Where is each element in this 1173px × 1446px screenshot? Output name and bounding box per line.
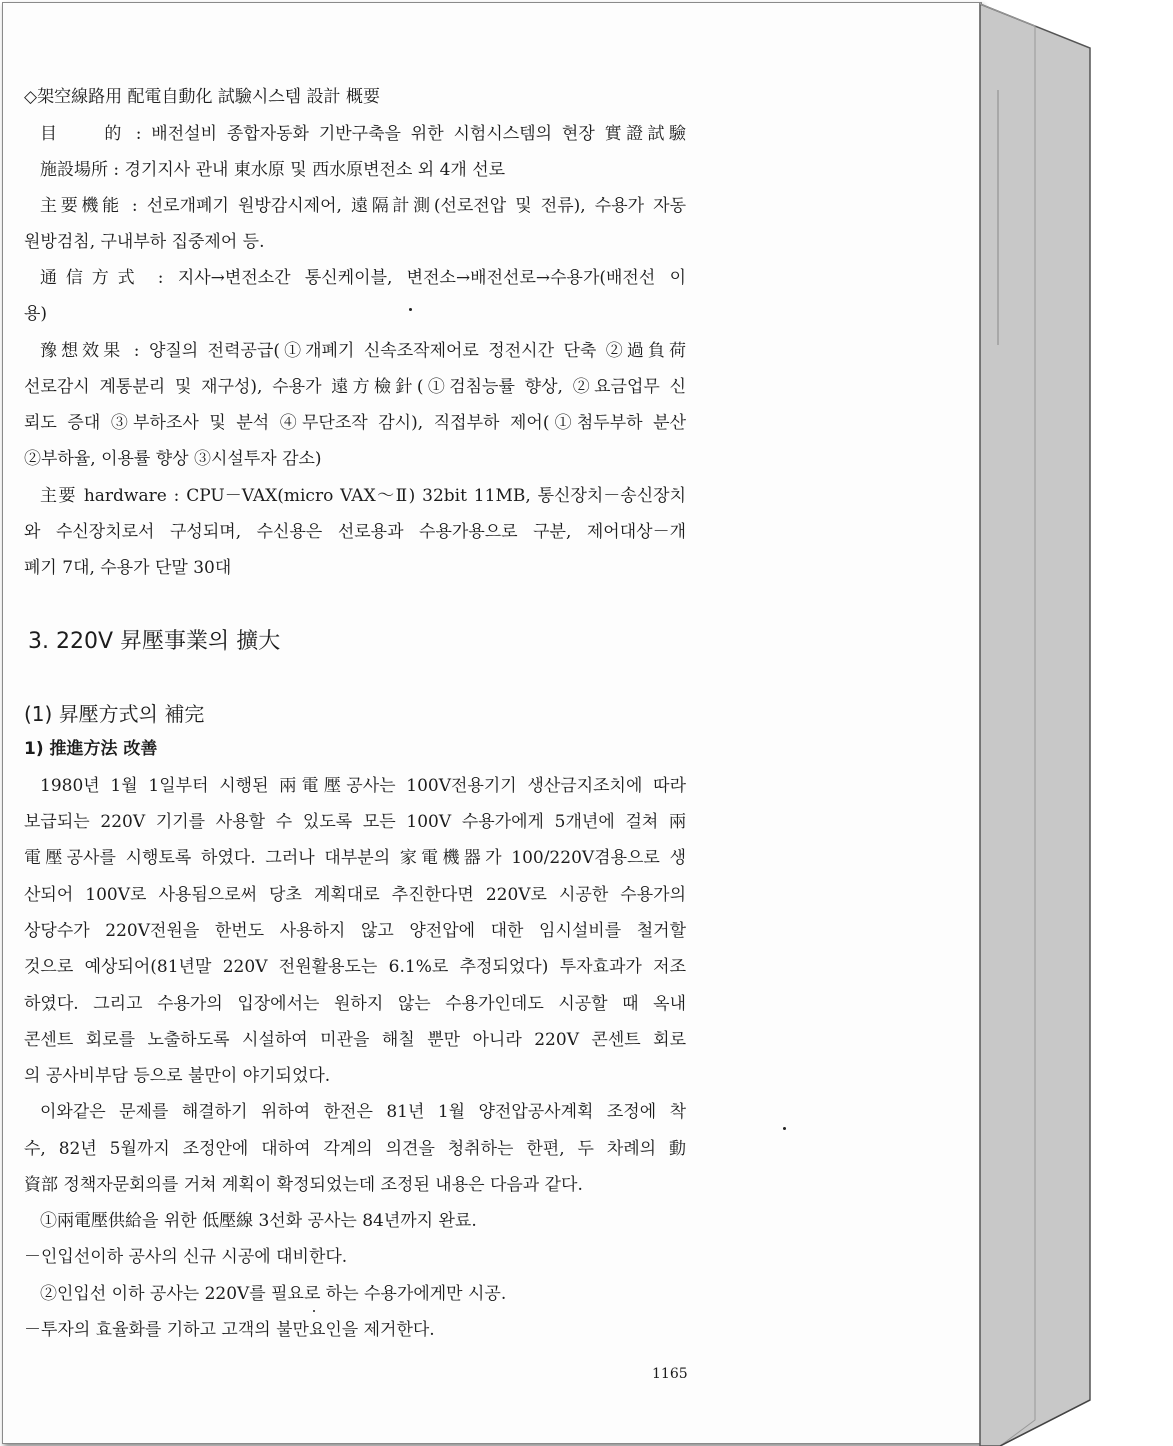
body-line: 의 공사비부담 등으로 불만이 야기되었다. bbox=[24, 1066, 331, 1086]
overview-line: 通信方式 : 지사→변전소간 통신케이블, 변전소→배전선로→수용가(배전선 이 bbox=[40, 268, 686, 288]
body-line: 보급되는 220V 기기를 사용할 수 있도록 모든 100V 수용가에게 5개년에 걸쳐 兩 bbox=[24, 812, 686, 832]
subsection-title: (1) 昇壓方式의 補完 bbox=[24, 702, 205, 726]
body-line: 資部 정책자문회의를 거쳐 계획이 확정되었는데 조정된 내용은 다음과 같다. bbox=[24, 1175, 583, 1195]
body-line: 콘센트 회로를 노출하도록 시설하여 미관을 해칠 뿐만 아니라 220V 콘센트 회로 bbox=[24, 1030, 686, 1050]
overview-line: 폐기 7대, 수용가 단말 30대 bbox=[24, 558, 232, 578]
subsubsection-title: 1) 推進方法 改善 bbox=[24, 739, 158, 759]
overview-line: 主要 hardware : CPU－VAX(micro VAX～Ⅱ) 32bit 11MB, 통신장치－송신장치 bbox=[40, 486, 686, 506]
overview-title: ◇架空線路用 配電自動化 試驗시스템 設計 概要 bbox=[24, 87, 380, 107]
body-line: －인입선이하 공사의 신규 시공에 대비한다. bbox=[24, 1247, 348, 1267]
body-line: 산되어 100V로 사용됨으로써 당초 계획대로 추진한다면 220V로 시공한 수용가의 bbox=[24, 885, 686, 905]
overview-line: ②부하율, 이용률 향상 ③시설투자 감소) bbox=[24, 449, 322, 469]
overview-line: 目 的 : 배전설비 종합자동화 기반구축을 위한 시험시스템의 현장 實證試驗 bbox=[40, 124, 686, 144]
overview-line: 뢰도 증대 ③부하조사 및 분석 ④무단조작 감시), 직접부하 제어(①첨두부하 분산 bbox=[24, 413, 686, 433]
body-line: ①兩電壓供給을 위한 低壓線 3선화 공사는 84년까지 완료. bbox=[40, 1211, 477, 1231]
body-line: 이와같은 문제를 해결하기 위하여 한전은 81년 1월 양전압공사계획 조정에 착 bbox=[40, 1102, 686, 1122]
body-line: 1980년 1월 1일부터 시행된 兩電壓공사는 100V전용기기 생산금지조치에 따라 bbox=[40, 776, 686, 796]
body-line: －투자의 효율화를 기하고 고객의 불만요인을 제거한다. bbox=[24, 1320, 435, 1340]
body-line: ②인입선 이하 공사는 220V를 필요로 하는 수용가에게만 시공. bbox=[40, 1284, 507, 1304]
section-title: 3. 220V 昇壓事業의 擴大 bbox=[28, 629, 281, 654]
page-number: 1165 bbox=[652, 1366, 688, 1382]
overview-line: 원방검침, 구내부하 집중제어 등. bbox=[24, 232, 265, 252]
overview-line: 용) bbox=[24, 304, 48, 324]
scan-speck bbox=[783, 1127, 786, 1130]
overview-line: 와 수신장치로서 구성되며, 수신용은 선로용과 수용가용으로 구분, 제어대상－개 bbox=[24, 522, 686, 542]
scan-speck bbox=[313, 1310, 315, 1312]
overview-line: 施設場所 : 경기지사 관내 東水原 및 西水原변전소 외 4개 선로 bbox=[40, 160, 506, 180]
body-line: 하였다. 그리고 수용가의 입장에서는 원하지 않는 수용가인데도 시공할 때 옥내 bbox=[24, 994, 686, 1014]
body-line: 수, 82년 5월까지 조정안에 대하여 각계의 의견을 청취하는 한편, 두 차례의 動 bbox=[24, 1139, 686, 1159]
body-line: 것으로 예상되어(81년말 220V 전원활용도는 6.1%로 추정되었다) 투자효과가 저조 bbox=[24, 957, 686, 977]
body-line: 電壓공사를 시행토록 하였다. 그러나 대부분의 家電機器가 100/220V겸용으로 생 bbox=[24, 848, 686, 868]
body-line: 상당수가 220V전원을 한번도 사용하지 않고 양전압에 대한 임시설비를 철거할 bbox=[24, 921, 686, 941]
scan-speck bbox=[409, 308, 412, 311]
overview-line: 主要機能 : 선로개폐기 원방감시제어, 遠隔計測(선로전압 및 전류), 수용가 자동 bbox=[40, 196, 686, 216]
overview-line: 선로감시 계통분리 및 재구성), 수용가 遠方檢針(①검침능률 향상, ②요금업무 신 bbox=[24, 377, 686, 397]
overview-line: 豫想效果 : 양질의 전력공급(①개폐기 신속조작제어로 정전시간 단축 ②過負荷 bbox=[40, 341, 686, 361]
